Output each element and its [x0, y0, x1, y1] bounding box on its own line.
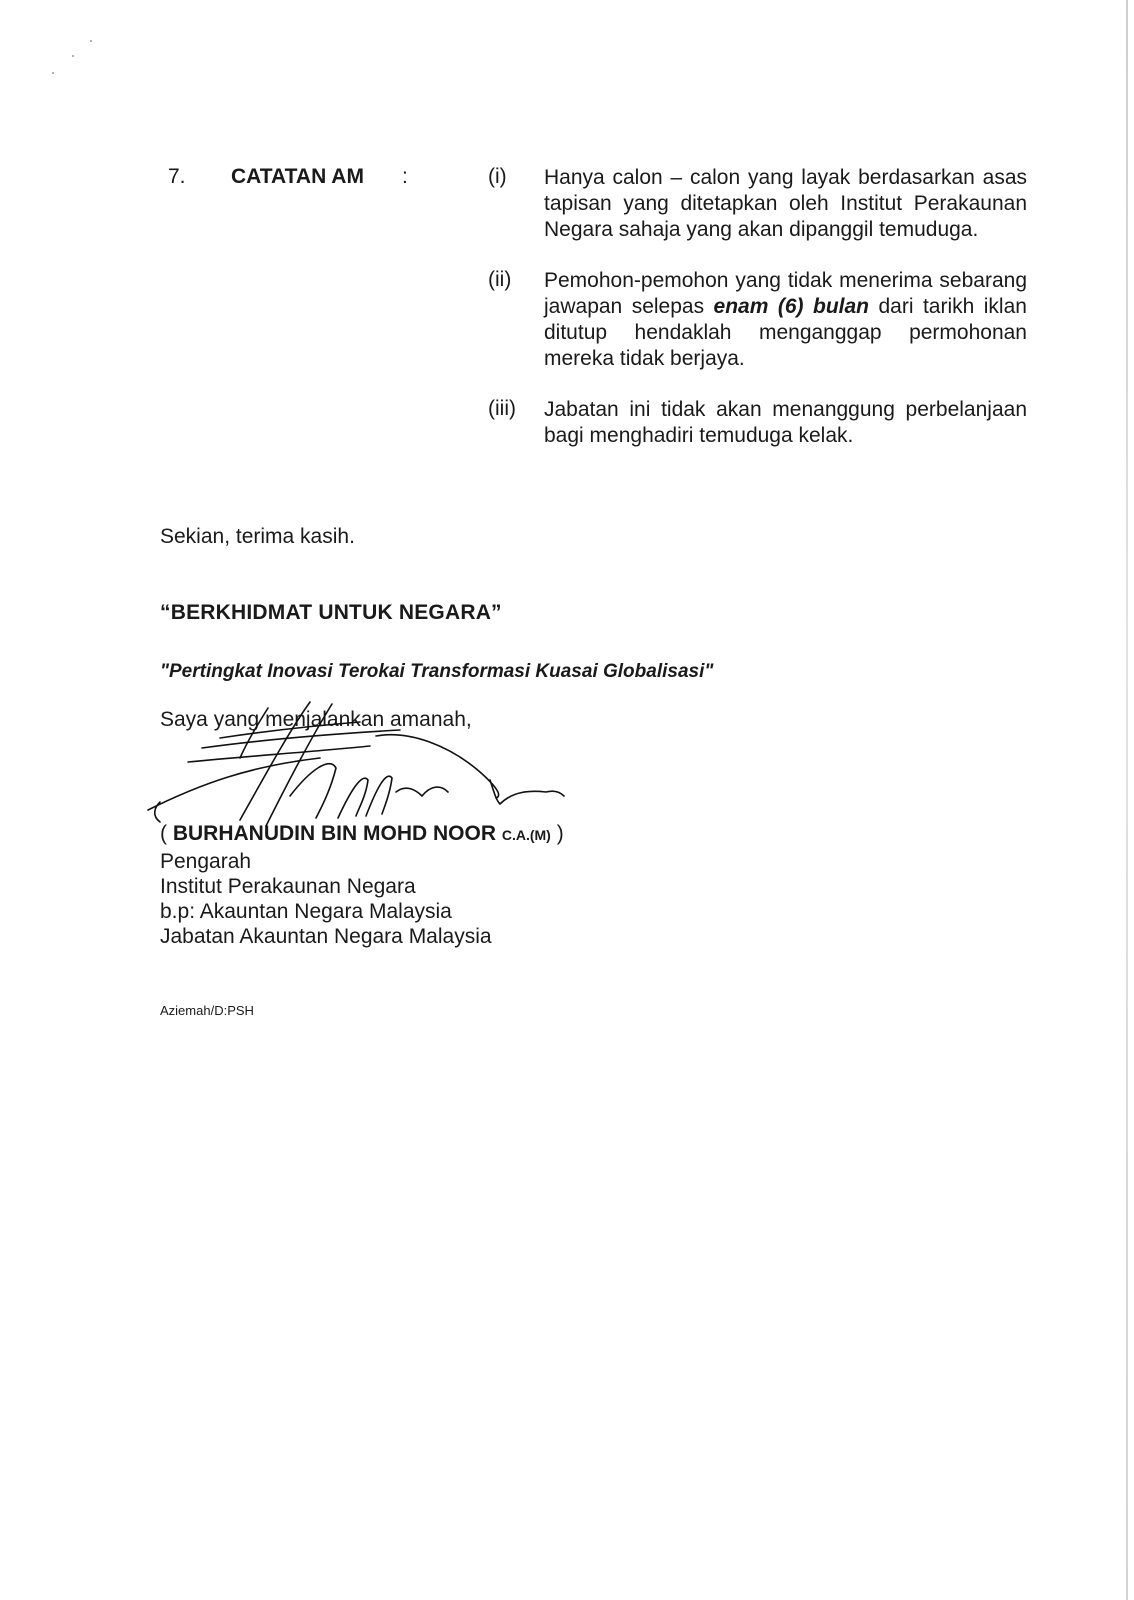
- section-number: 7.: [168, 165, 186, 188]
- signer-close-paren: ): [556, 822, 564, 845]
- signer-institution: Institut Perakaunan Negara: [160, 875, 416, 898]
- note-text-after: dari tarikh iklan ditutup hendaklah menganggap permohonan mereka tidak berjaya.: [544, 295, 1027, 370]
- scan-speck: [72, 55, 74, 57]
- note-text-before: Pemohon-pemohon yang tidak menerima sebarang jawapan selepas: [544, 269, 1027, 318]
- scan-speck: [52, 72, 54, 74]
- note-text: [544, 268, 1027, 372]
- note-marker: (ii): [488, 268, 512, 291]
- motto: “BERKHIDMAT UNTUK NEGARA”: [160, 601, 502, 624]
- note-marker: (iii): [488, 397, 516, 420]
- scan-edge-line: [1126, 0, 1128, 1600]
- note-text: Jabatan ini tidak akan menanggung perbelanjaan bagi menghadiri temuduga kelak.: [544, 398, 1027, 447]
- valediction: Saya yang menjalankan amanah,: [160, 708, 472, 731]
- reference-code: Aziemah/D:PSH: [160, 1003, 254, 1018]
- handwritten-signature: [140, 700, 600, 840]
- scan-speck: [90, 40, 92, 42]
- note-text: Hanya calon – calon yang layak berdasarkan asas tapisan yang ditetapkan oleh Institut Perakaunan Negara sahaja yang akan dipanggil temuduga.: [544, 166, 1027, 241]
- section-separator: :: [402, 165, 408, 188]
- closing-line: Sekian, terima kasih.: [160, 525, 355, 548]
- slogan: "Pertingkat Inovasi Terokai Transformasi Kuasai Globalisasi": [160, 661, 714, 682]
- signer-position: Pengarah: [160, 850, 252, 873]
- signer-name-text: BURHANUDIN BIN MOHD NOOR: [172, 822, 496, 845]
- section-title: CATATAN AM: [231, 165, 364, 188]
- note-emphasis: enam (6) bulan: [713, 295, 869, 318]
- signer-open-paren: (: [160, 822, 167, 845]
- note-marker: (i): [488, 165, 507, 188]
- on-behalf-line: b.p: Akauntan Negara Malaysia: [160, 900, 452, 923]
- department-line: Jabatan Akauntan Negara Malaysia: [160, 925, 492, 948]
- signer-credential: C.A.(M): [501, 827, 551, 843]
